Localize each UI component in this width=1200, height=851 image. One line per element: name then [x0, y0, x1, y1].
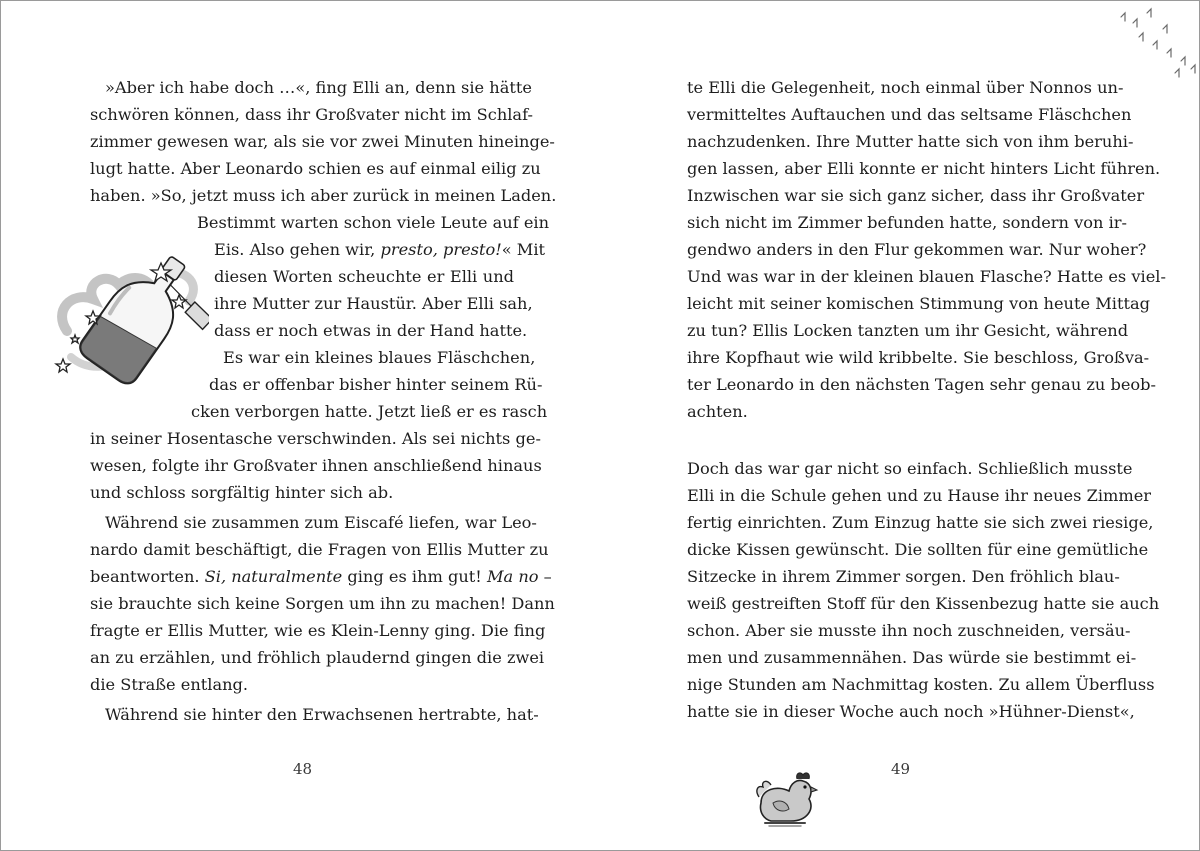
text-line: hatte sie in dieser Woche auch noch »Hühner-Dienst«, [687, 702, 1135, 721]
text-line: gendwo anders in den Flur gekommen war. Nur woher? [687, 240, 1147, 259]
text-line: wesen, folgte ihr Großvater ihnen anschließend hinaus [90, 456, 542, 475]
text-line: lugt hatte. Aber Leonardo schien es auf einmal eilig zu [90, 159, 541, 178]
text-line: dass er noch etwas in der Hand hatte. [214, 321, 528, 340]
page-number: 48 [293, 760, 313, 778]
text-line: schon. Aber sie musste ihn noch zuschneiden, versäu- [687, 621, 1131, 640]
text-line: Es war ein kleines blaues Fläschchen, [223, 348, 536, 367]
text-line: Während sie zusammen zum Eiscafé liefen, war Leo- [105, 513, 537, 532]
text-line: achten. [687, 402, 748, 421]
text-line: fertig einrichten. Zum Einzug hatte sie sich zwei riesige, [687, 513, 1154, 532]
text-line: zimmer gewesen war, als sie vor zwei Minuten hineinge- [90, 132, 555, 151]
text-line: Eis. Also gehen wir, presto, presto!« Mit [214, 240, 546, 259]
text-line: diesen Worten scheuchte er Elli und [214, 267, 514, 286]
hen-illustration [753, 769, 819, 829]
text-line: und schloss sorgfältig hinter sich ab. [90, 483, 394, 502]
text-line: Bestimmt warten schon viele Leute auf ein [197, 213, 550, 232]
text-line: zu tun? Ellis Locken tanzten um ihr Gesicht, während [687, 321, 1129, 340]
text-line: ihre Mutter zur Haustür. Aber Elli sah, [214, 294, 533, 313]
text-line: Doch das war gar nicht so einfach. Schließlich musste [687, 459, 1133, 478]
left-page [1, 1, 601, 850]
text-line: fragte er Ellis Mutter, wie es Klein-Lenny ging. Die fing [90, 621, 546, 640]
text-line: cken verborgen hatte. Jetzt ließ er es rasch [191, 402, 548, 421]
text-line: gen lassen, aber Elli konnte er nicht hinters Licht führen. [687, 159, 1161, 178]
bottle-with-stars-illustration [49, 239, 209, 389]
text-line: ter Leonardo in den nächsten Tagen sehr genau zu beob- [687, 375, 1157, 394]
text-line: schwören können, dass ihr Großvater nicht im Schlaf- [90, 105, 533, 124]
text-line: die Straße entlang. [90, 675, 249, 694]
text-line: an zu erzählen, und fröhlich plaudernd gingen die zwei [90, 648, 545, 667]
text-line: nardo damit beschäftigt, die Fragen von Ellis Mutter zu [90, 540, 549, 559]
text-line: nachzudenken. Ihre Mutter hatte sich von ihm beruhi- [687, 132, 1134, 151]
text-line: Und was war in der kleinen blauen Flasche? Hatte es viel- [687, 267, 1166, 286]
text-line: Inzwischen war sie sich ganz sicher, dass ihr Großvater [687, 186, 1145, 205]
text-line: nige Stunden am Nachmittag kosten. Zu allem Überfluss [687, 675, 1155, 694]
right-page [601, 1, 1199, 850]
text-line: das er offenbar bisher hinter seinem Rü- [209, 375, 543, 394]
text-line: leicht mit seiner komischen Stimmung von heute Mittag [687, 294, 1150, 313]
text-line: sich nicht im Zimmer befunden hatte, sondern von ir- [687, 213, 1127, 232]
text-line: te Elli die Gelegenheit, noch einmal über Nonnos un- [687, 78, 1124, 97]
text-line: haben. »So, jetzt muss ich aber zurück in meinen Laden. [90, 186, 557, 205]
flying-birds-illustration [1113, 3, 1200, 85]
text-line: ihre Kopfhaut wie wild kribbelte. Sie beschloss, Großva- [687, 348, 1150, 367]
text-line: »Aber ich habe doch …«, fing Elli an, denn sie hätte [105, 78, 532, 97]
text-line: sie brauchte sich keine Sorgen um ihn zu machen! Dann [90, 594, 555, 613]
text-line: vermitteltes Auftauchen und das seltsame Fläschchen [687, 105, 1132, 124]
text-line: Elli in die Schule gehen und zu Hause ihr neues Zimmer [687, 486, 1152, 505]
text-line: men und zusammennähen. Das würde sie bestimmt ei- [687, 648, 1137, 667]
text-line: beantworten. Si, naturalmente ging es ihm gut! Ma no – [90, 567, 552, 586]
text-line: in seiner Hosentasche verschwinden. Als sei nichts ge- [90, 429, 541, 448]
text-line: dicke Kissen gewünscht. Die sollten für eine gemütliche [687, 540, 1149, 559]
text-line: Sitzecke in ihrem Zimmer sorgen. Den fröhlich blau- [687, 567, 1120, 586]
page-number: 49 [891, 760, 911, 778]
text-line: Während sie hinter den Erwachsenen hertrabte, hat- [105, 705, 539, 724]
text-line: weiß gestreiften Stoff für den Kissenbezug hatte sie auch [687, 594, 1160, 613]
